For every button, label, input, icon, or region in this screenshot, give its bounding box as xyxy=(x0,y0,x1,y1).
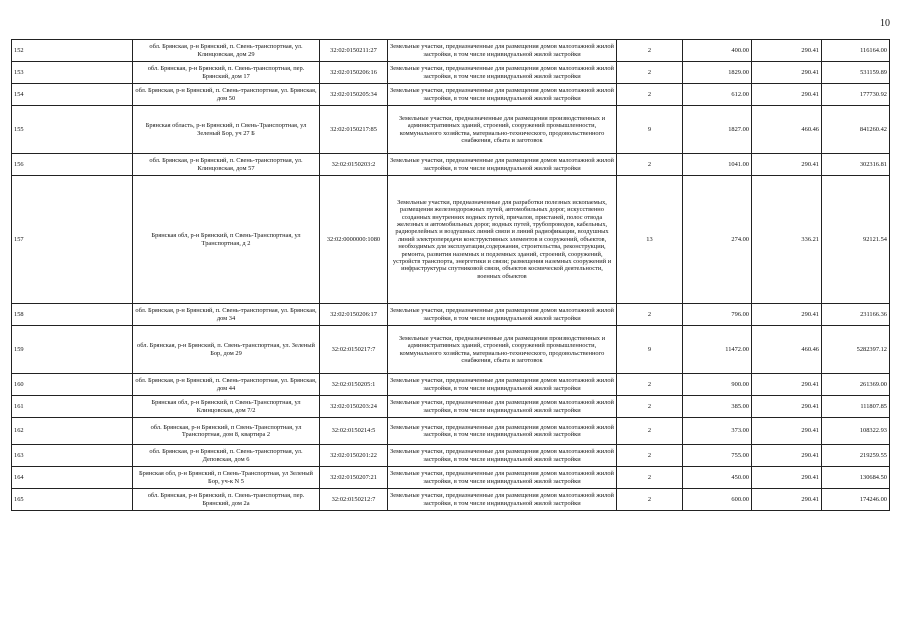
table-row xyxy=(12,304,890,326)
use-group-cell: 2 xyxy=(617,467,683,489)
cadastral-value-cell: 174246.00 xyxy=(822,489,890,511)
row-number-cell: 158 xyxy=(12,304,133,326)
permitted-use-cell: Земельные участки, предназначенные для размещения домов малоэтажной жилой застройки, в том числе индивидуальной жилой застройки xyxy=(388,84,617,106)
cadastral-number-cell: 32:02:0150214:5 xyxy=(320,418,388,445)
area-cell: 900.00 xyxy=(683,374,752,396)
table-row xyxy=(12,62,890,84)
cadastral-value-cell: 5282397.12 xyxy=(822,326,890,374)
permitted-use-cell: Земельные участки, предназначенные для размещения домов малоэтажной жилой застройки, в том числе индивидуальной жилой застройки xyxy=(388,418,617,445)
row-number-cell: 164 xyxy=(12,467,133,489)
use-group-cell: 2 xyxy=(617,154,683,176)
row-number-cell: 165 xyxy=(12,489,133,511)
permitted-use-cell: Земельные участки, предназначенные для размещения домов малоэтажной жилой застройки, в том числе индивидуальной жилой застройки xyxy=(388,396,617,418)
table-body xyxy=(12,40,890,511)
row-number-cell: 154 xyxy=(12,84,133,106)
area-cell: 755.00 xyxy=(683,445,752,467)
table-row xyxy=(12,374,890,396)
cadastral-value-cell: 261369.00 xyxy=(822,374,890,396)
page-number: 10 xyxy=(880,18,890,29)
address-cell: обл. Брянская, р-н Брянский, п. Свень-транспортная, пер. Брянский, дом 17 xyxy=(133,62,320,84)
area-cell: 1827.00 xyxy=(683,106,752,154)
table-row xyxy=(12,489,890,511)
table-row xyxy=(12,396,890,418)
table-row xyxy=(12,326,890,374)
cadastral-rate-cell: 290.41 xyxy=(752,154,822,176)
permitted-use-cell: Земельные участки, предназначенные для разработки полезных ископаемых, размещения железнодорожных путей, автомобильных дорог, искусственно созданных внутренних водных путей, причалов, пристаней, полос отвода железных и автомобильных дорог, водных путей, трубопроводов, кабельных, радиорелейных и воздушных линий связи и линий радиофикации, воздушных линий электропередачи конструктивных элементов и сооружений, объектов, необходимых для эксплуатации,содержания, строительства, реконструкции, ремонта, развития наземных и подземных зданий, строений, сооружений, устройств транспорта, энергетики и связи; размещения наземных сооружений и инфраструктуры спутниковой связи, объектов космической деятельности, военных объектов xyxy=(388,176,617,304)
address-cell: обл. Брянская, р-н Брянский, п Свень-Транспортная, ул Транспортная, дом 8, квартира 2 xyxy=(133,418,320,445)
use-group-cell: 2 xyxy=(617,62,683,84)
area-cell: 600.00 xyxy=(683,489,752,511)
row-number-cell: 153 xyxy=(12,62,133,84)
table-row xyxy=(12,84,890,106)
address-cell: обл. Брянская, р-н Брянский, п. Свень-транспортная, ул. Клинцовская, дом 29 xyxy=(133,40,320,62)
row-number-cell: 162 xyxy=(12,418,133,445)
permitted-use-cell: Земельные участки, предназначенные для размещения домов малоэтажной жилой застройки, в том числе индивидуальной жилой застройки xyxy=(388,445,617,467)
cadastral-number-cell: 32:02:0000000:1080 xyxy=(320,176,388,304)
cadastral-value-cell: 92121.54 xyxy=(822,176,890,304)
row-number-cell: 157 xyxy=(12,176,133,304)
cadastral-number-cell: 32:02:0150206:16 xyxy=(320,62,388,84)
permitted-use-cell: Земельные участки, предназначенные для размещения домов малоэтажной жилой застройки, в том числе индивидуальной жилой застройки xyxy=(388,489,617,511)
cadastral-number-cell: 32:02:0150207:21 xyxy=(320,467,388,489)
cadastral-number-cell: 32:02:0150205:34 xyxy=(320,84,388,106)
table-row xyxy=(12,106,890,154)
use-group-cell: 13 xyxy=(617,176,683,304)
address-cell: обл. Брянская, р-н Брянский, п. Свень-транспортная, ул. Деповская, дом 6 xyxy=(133,445,320,467)
address-cell: Брянская обл, р-н Брянский, п Свень-Транспортная, ул Клинцовская, дом 7/2 xyxy=(133,396,320,418)
permitted-use-cell: Земельные участки, предназначенные для размещения домов малоэтажной жилой застройки, в том числе индивидуальной жилой застройки xyxy=(388,62,617,84)
use-group-cell: 2 xyxy=(617,40,683,62)
permitted-use-cell: Земельные участки, предназначенные для размещения домов малоэтажной жилой застройки, в том числе индивидуальной жилой застройки xyxy=(388,467,617,489)
permitted-use-cell: Земельные участки, предназначенные для размещения домов малоэтажной жилой застройки, в том числе индивидуальной жилой застройки xyxy=(388,374,617,396)
area-cell: 796.00 xyxy=(683,304,752,326)
cadastral-number-cell: 32:02:0150211:27 xyxy=(320,40,388,62)
address-cell: обл. Брянская, р-н Брянский, п. Свень-транспортная, ул. Клинцовская, дом 57 xyxy=(133,154,320,176)
cadastral-rate-cell: 290.41 xyxy=(752,374,822,396)
cadastral-number-cell: 32:02:0150203:24 xyxy=(320,396,388,418)
row-number-cell: 159 xyxy=(12,326,133,374)
area-cell: 274.00 xyxy=(683,176,752,304)
table-row xyxy=(12,418,890,445)
land-registry-table xyxy=(11,39,890,511)
area-cell: 450.00 xyxy=(683,467,752,489)
cadastral-rate-cell: 290.41 xyxy=(752,445,822,467)
use-group-cell: 9 xyxy=(617,106,683,154)
row-number-cell: 160 xyxy=(12,374,133,396)
area-cell: 1041.00 xyxy=(683,154,752,176)
area-cell: 612.00 xyxy=(683,84,752,106)
cadastral-number-cell: 32:02:0150217:85 xyxy=(320,106,388,154)
area-cell: 1829.00 xyxy=(683,62,752,84)
table-row xyxy=(12,467,890,489)
cadastral-value-cell: 841260.42 xyxy=(822,106,890,154)
cadastral-rate-cell: 290.41 xyxy=(752,40,822,62)
cadastral-number-cell: 32:02:0150212:7 xyxy=(320,489,388,511)
table-row xyxy=(12,154,890,176)
cadastral-value-cell: 130684.50 xyxy=(822,467,890,489)
use-group-cell: 2 xyxy=(617,374,683,396)
row-number-cell: 156 xyxy=(12,154,133,176)
cadastral-rate-cell: 290.41 xyxy=(752,304,822,326)
cadastral-value-cell: 231166.36 xyxy=(822,304,890,326)
permitted-use-cell: Земельные участки, предназначенные для размещения производственных и административных зданий, строений, сооружений промышленности, коммунального хозяйства, материально-технического, продовольственного снабжения, сбыта и заготовок xyxy=(388,106,617,154)
use-group-cell: 2 xyxy=(617,445,683,467)
address-cell: обл. Брянская, р-н Брянский, п. Свень-транспортная, пер. Брянский, дом 2а xyxy=(133,489,320,511)
cadastral-value-cell: 177730.92 xyxy=(822,84,890,106)
cadastral-number-cell: 32:02:0150201:22 xyxy=(320,445,388,467)
cadastral-rate-cell: 290.41 xyxy=(752,84,822,106)
row-number-cell: 163 xyxy=(12,445,133,467)
address-cell: Брянская обл, р-н Брянский, п Свень-Транспортная, ул Зеленый Бор, уч-к N 5 xyxy=(133,467,320,489)
area-cell: 11472.00 xyxy=(683,326,752,374)
permitted-use-cell: Земельные участки, предназначенные для размещения домов малоэтажной жилой застройки, в том числе индивидуальной жилой застройки xyxy=(388,154,617,176)
cadastral-rate-cell: 290.41 xyxy=(752,62,822,84)
row-number-cell: 161 xyxy=(12,396,133,418)
cadastral-rate-cell: 290.41 xyxy=(752,467,822,489)
cadastral-value-cell: 108322.93 xyxy=(822,418,890,445)
address-cell: обл. Брянская, р-н Брянский, п. Свень-транспортная, ул. Брянская, дом 44 xyxy=(133,374,320,396)
table-row xyxy=(12,40,890,62)
use-group-cell: 2 xyxy=(617,489,683,511)
use-group-cell: 9 xyxy=(617,326,683,374)
cadastral-rate-cell: 290.41 xyxy=(752,396,822,418)
use-group-cell: 2 xyxy=(617,396,683,418)
cadastral-number-cell: 32:02:0150205:1 xyxy=(320,374,388,396)
permitted-use-cell: Земельные участки, предназначенные для размещения домов малоэтажной жилой застройки, в том числе индивидуальной жилой застройки xyxy=(388,304,617,326)
cadastral-rate-cell: 460.46 xyxy=(752,106,822,154)
cadastral-rate-cell: 290.41 xyxy=(752,418,822,445)
cadastral-value-cell: 531159.89 xyxy=(822,62,890,84)
use-group-cell: 2 xyxy=(617,84,683,106)
table-row xyxy=(12,445,890,467)
cadastral-number-cell: 32:02:0150206:17 xyxy=(320,304,388,326)
area-cell: 373.00 xyxy=(683,418,752,445)
cadastral-value-cell: 111807.85 xyxy=(822,396,890,418)
address-cell: обл. Брянская, р-н Брянский, п. Свень-транспортная, ул. Брянская, дом 50 xyxy=(133,84,320,106)
use-group-cell: 2 xyxy=(617,418,683,445)
address-cell: Брянская обл, р-н Брянский, п Свень-Транспортная, ул Транспортная, д 2 xyxy=(133,176,320,304)
permitted-use-cell: Земельные участки, предназначенные для размещения домов малоэтажной жилой застройки, в том числе индивидуальной жилой застройки xyxy=(388,40,617,62)
cadastral-number-cell: 32:02:0150203:2 xyxy=(320,154,388,176)
cadastral-rate-cell: 460.46 xyxy=(752,326,822,374)
area-cell: 385.00 xyxy=(683,396,752,418)
cadastral-number-cell: 32:02:0150217:7 xyxy=(320,326,388,374)
area-cell: 400.00 xyxy=(683,40,752,62)
permitted-use-cell: Земельные участки, предназначенные для размещения производственных и административных зданий, строений, сооружений промышленности, коммунального хозяйства, материально-технического, продовольственного снабжения, сбыта и заготовок xyxy=(388,326,617,374)
cadastral-value-cell: 219259.55 xyxy=(822,445,890,467)
cadastral-rate-cell: 336.21 xyxy=(752,176,822,304)
cadastral-value-cell: 302316.81 xyxy=(822,154,890,176)
cadastral-rate-cell: 290.41 xyxy=(752,489,822,511)
row-number-cell: 155 xyxy=(12,106,133,154)
address-cell: Брянская область, р-н Брянский, п Свень-Транспортная, ул Зеленый Бор, уч 27 Б xyxy=(133,106,320,154)
address-cell: обл. Брянская, р-н Брянский, п. Свень-транспортная, ул. Брянская, дом 34 xyxy=(133,304,320,326)
cadastral-value-cell: 116164.00 xyxy=(822,40,890,62)
row-number-cell: 152 xyxy=(12,40,133,62)
use-group-cell: 2 xyxy=(617,304,683,326)
table-row xyxy=(12,176,890,304)
address-cell: обл. Брянская, р-н Брянский, п. Свень-транспортная, ул. Зеленый Бор, дом 29 xyxy=(133,326,320,374)
